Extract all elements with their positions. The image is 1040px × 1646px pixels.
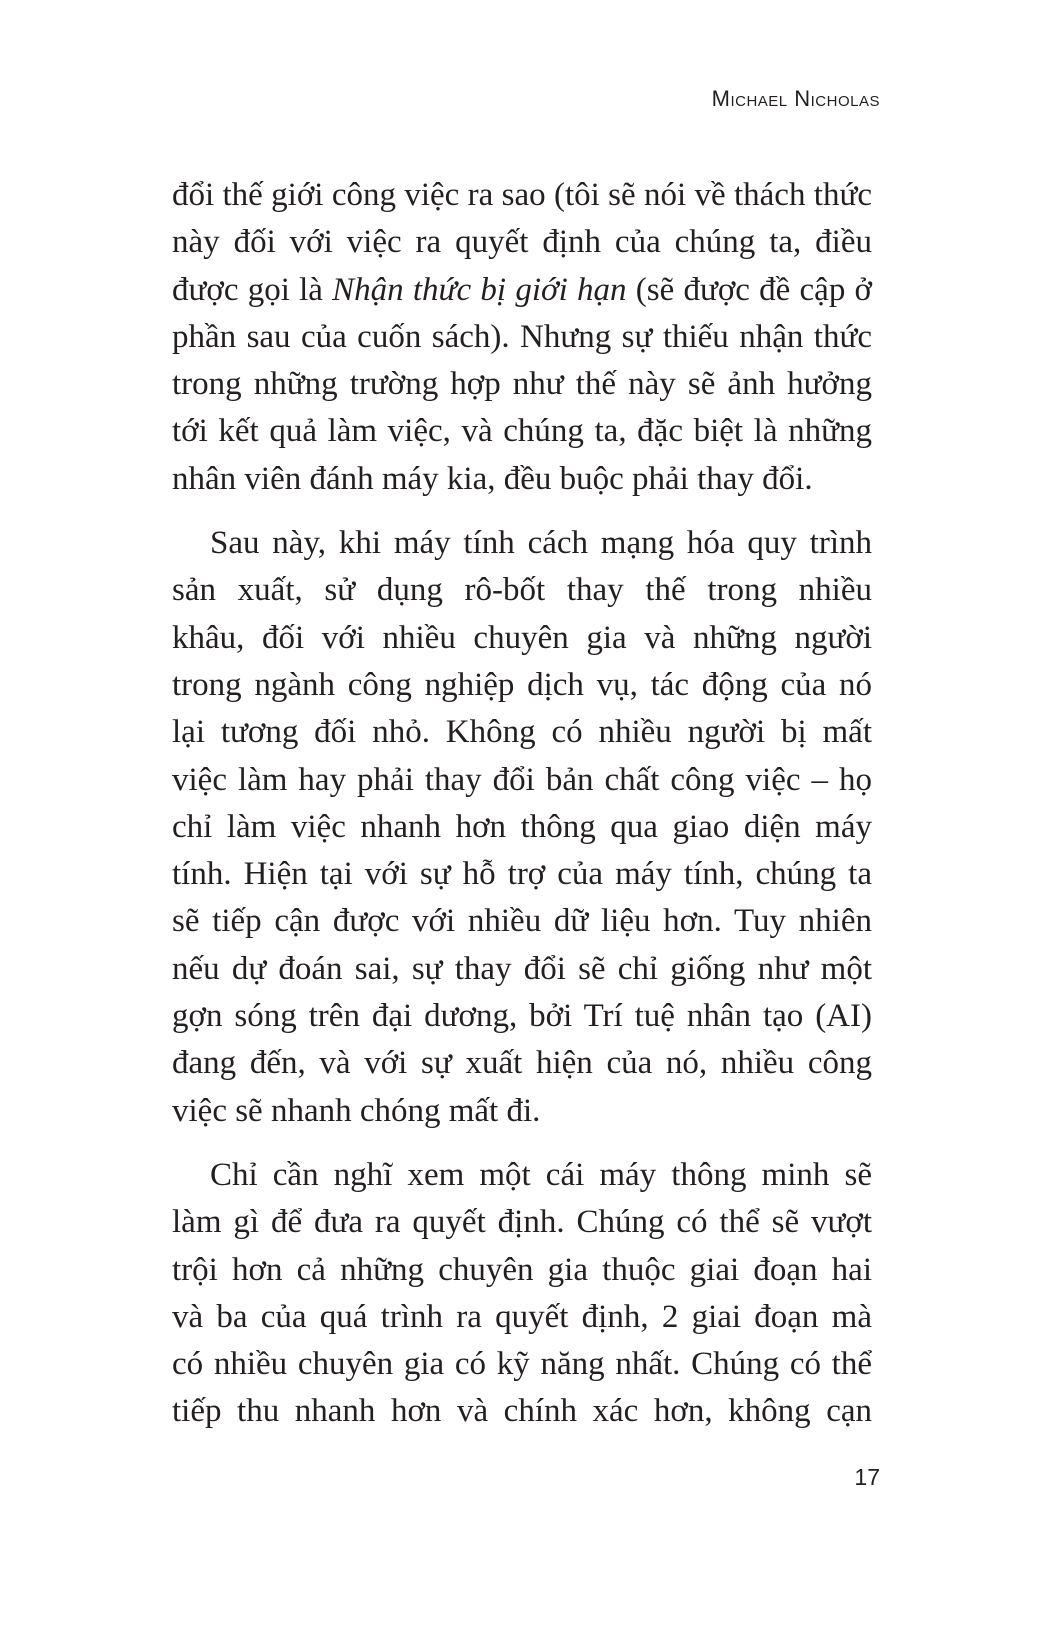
text-line: lại tương đối nhỏ. Không có nhiều người bị mất [172,714,872,751]
text-line: gợn sóng trên đại dương, bởi Trí tuệ nhân tạo (AI) [172,998,872,1035]
page-number: 17 [854,1464,880,1490]
paragraph-1 [172,172,872,503]
text-line: đổi thế giới công việc ra sao (tôi sẽ nói về thách thức [172,177,872,213]
text-line: trong những trường hợp như thế này sẽ ảnh hưởng [172,366,872,403]
text-line: làm gì để đưa ra quyết định. Chúng có thể sẽ vượt [172,1204,872,1241]
text-line: và ba của quá trình ra quyết định, 2 giai đoạn mà [172,1298,872,1335]
text-line: phần sau của cuốn sách). Nhưng sự thiếu nhận thức [172,318,872,355]
italic-term: Nhận thức bị giới hạn [332,271,627,308]
text-line: việc làm hay phải thay đổi bản chất công việc – họ [172,761,872,798]
text-line: tính. Hiện tại với sự hỗ trợ của máy tính, chúng ta [172,856,872,893]
paragraph-2 [172,520,872,1135]
text-line: có nhiều chuyên gia có kỹ năng nhất. Chúng có thể [172,1346,872,1383]
text-line: sẽ tiếp cận được với nhiều dữ liệu hơn. Tuy nhiên [172,903,872,940]
running-head: Michael Nicholas [711,86,880,111]
body-text [172,172,872,1453]
text-line [172,267,872,314]
text-line: sản xuất, sử dụng rô-bốt thay thế trong nhiều [172,572,872,609]
paragraph-3 [172,1152,872,1436]
text-line: khâu, đối với nhiều chuyên gia và những người [172,619,872,656]
text-line: Chỉ cần nghĩ xem một cái máy thông minh sẽ [210,1156,872,1193]
text-segment: (sẽ được đề cập ở [626,271,873,308]
text-line: này đối với việc ra quyết định của chúng ta, điều [172,224,872,261]
text-line: việc sẽ nhanh chóng mất đi. [172,1092,541,1129]
text-line: đang đến, và với sự xuất hiện của nó, nhiều công [172,1045,872,1082]
text-line: chỉ làm việc nhanh hơn thông qua giao diện máy [172,808,872,845]
text-line: Sau này, khi máy tính cách mạng hóa quy trình [210,525,872,562]
text-segment: được gọi là [172,271,333,308]
text-line: nhân viên đánh máy kia, đều buộc phải thay đổi. [172,460,813,497]
text-line: trội hơn cả những chuyên gia thuộc giai đoạn hai [172,1251,872,1288]
text-line: tiếp thu nhanh hơn và chính xác hơn, không cạn [172,1393,872,1430]
text-line: nếu dự đoán sai, sự thay đổi sẽ chỉ giống như một [172,950,872,987]
text-line: tới kết quả làm việc, và chúng ta, đặc biệt là những [172,413,872,450]
text-line: trong ngành công nghiệp dịch vụ, tác động của nó [172,666,872,703]
